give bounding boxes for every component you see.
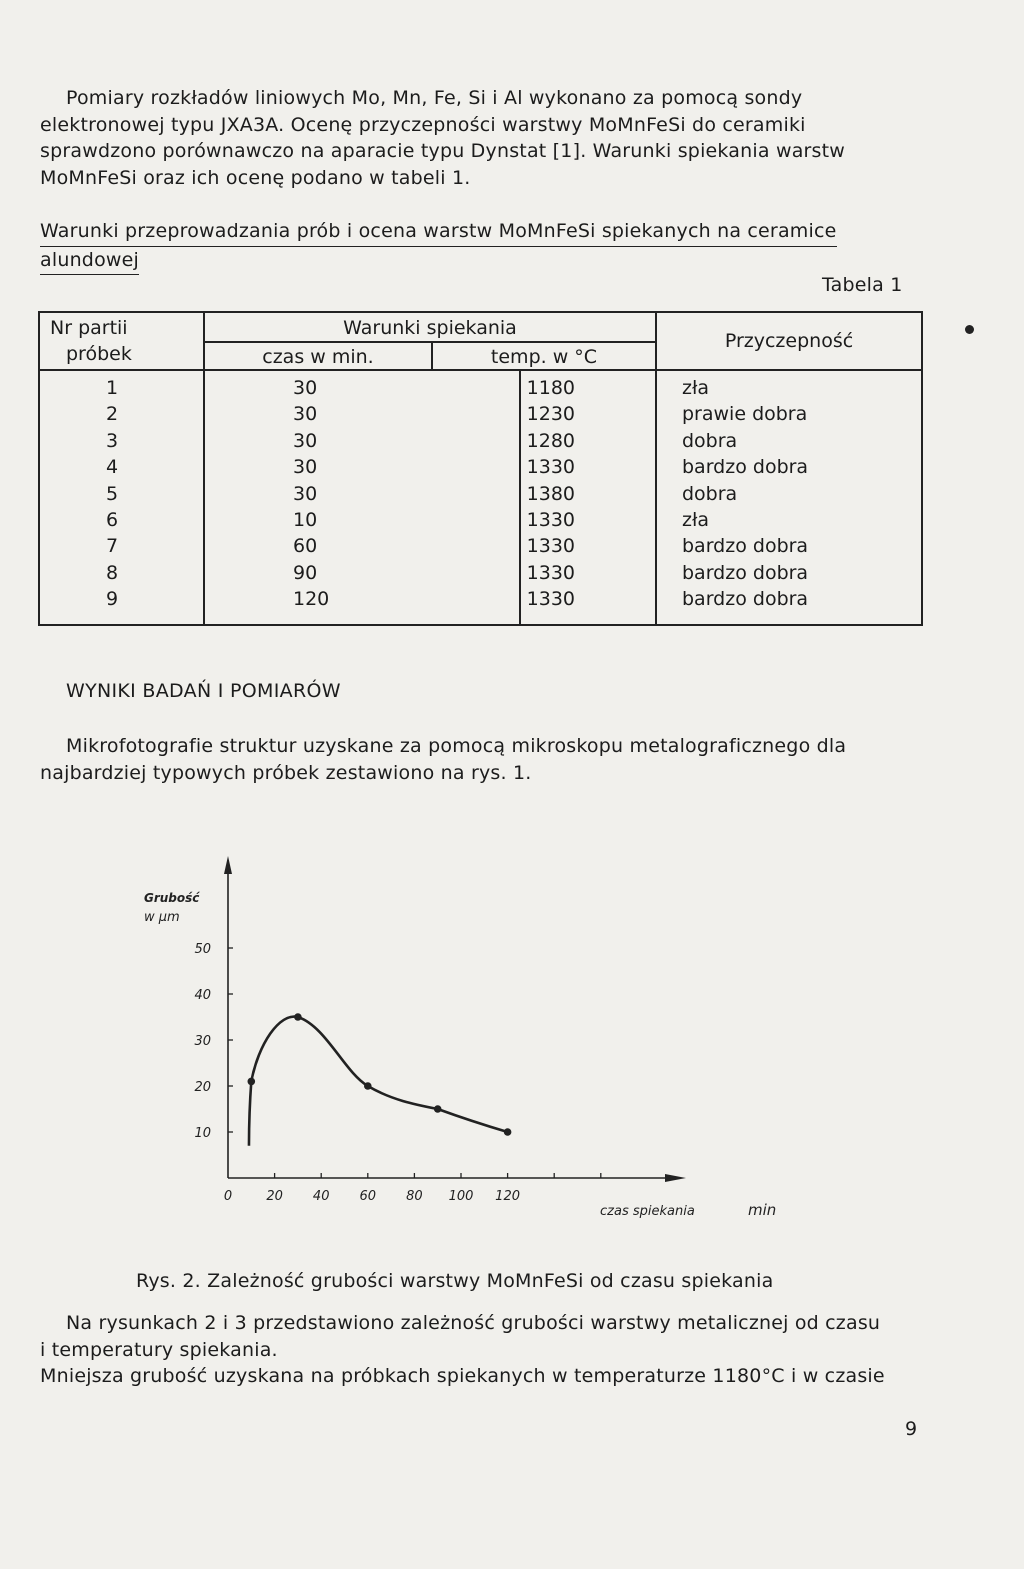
final-line: i temperatury spiekania.: [40, 1338, 278, 1361]
table-cell: 2: [106, 403, 119, 426]
table-cell: 1330: [526, 561, 575, 584]
final-paragraph: [40, 1310, 885, 1390]
table-cell: bardzo dobra: [682, 456, 809, 479]
table-cell: 120: [293, 588, 330, 611]
table-header-row: [39, 312, 922, 370]
y-axis-label: Grubość: [144, 891, 200, 905]
figure-caption: Rys. 2. Zależność grubości warstwy MoMnFeSi od czasu spiekania: [136, 1270, 774, 1292]
table-cell: 9: [106, 588, 119, 611]
data-point: [434, 1105, 442, 1113]
table-cell: 30: [293, 429, 318, 452]
data-point: [504, 1128, 512, 1136]
table-cell: 30: [293, 482, 318, 505]
column-temp: [520, 370, 656, 625]
table-cell: dobra: [682, 429, 738, 452]
table-cell: bardzo dobra: [682, 535, 809, 558]
intro-line: MoMnFeSi oraz ich ocenę podano w tabeli 1.: [40, 166, 471, 189]
table-cell: 1180: [526, 377, 575, 399]
y-axis-unit: w μm: [144, 910, 180, 925]
header-group: Warunki spiekania: [205, 313, 655, 343]
thickness-chart: [130, 850, 810, 1225]
x-tick-label: 100: [448, 1189, 474, 1204]
table-cell: 6: [106, 508, 119, 531]
table-cell: 1380: [526, 482, 575, 505]
table-cell: 1: [106, 377, 119, 399]
table-cell: 90: [293, 561, 318, 584]
intro-line: Pomiary rozkładów liniowych Mo, Mn, Fe, Si i Al wykonano za pomocą sondy: [66, 87, 803, 109]
header-nr-line1: Nr partii: [50, 317, 128, 339]
table-cell: 30: [293, 377, 318, 399]
x-axis-unit: min: [748, 1201, 777, 1219]
results-paragraph: [40, 733, 846, 786]
margin-dot: [965, 325, 974, 334]
y-tick-label: 50: [194, 942, 211, 957]
table-cell: prawie dobra: [682, 403, 808, 426]
table-cell: 7: [106, 535, 119, 558]
results-line: najbardziej typowych próbek zestawiono na rys. 1.: [40, 761, 532, 784]
final-line: Mniejsza grubość uzyskana na próbkach spiekanych w temperaturze 1180°C i w czasie: [40, 1365, 885, 1387]
header-temp: temp. w °C: [490, 346, 598, 368]
table-cell: bardzo dobra: [682, 588, 809, 611]
table-cell: 1280: [526, 429, 575, 452]
data-point: [294, 1013, 302, 1021]
header-warunki: [204, 312, 656, 370]
x-tick-label: 0: [223, 1189, 233, 1204]
table-label: Tabela 1: [822, 274, 903, 296]
table-body-row: [39, 370, 922, 625]
y-tick-label: 30: [194, 1034, 211, 1049]
intro-line: elektronowej typu JXA3A. Ocenę przyczepności warstwy MoMnFeSi do ceramiki: [40, 113, 806, 136]
series-line: [249, 1017, 508, 1146]
table-cell: 8: [106, 561, 119, 584]
table-cell: 10: [293, 508, 318, 531]
table-cell: 1330: [526, 588, 575, 611]
table-cell: 1330: [526, 456, 575, 479]
column-nr: [39, 370, 204, 625]
intro-paragraph: [40, 85, 845, 191]
table-cell: 1330: [526, 508, 575, 531]
table-cell: dobra: [682, 482, 738, 505]
section-heading: WYNIKI BADAŃ I POMIARÓW: [66, 680, 341, 702]
y-tick-label: 20: [194, 1080, 211, 1095]
header-przyczepnosc: Przyczepność: [656, 312, 922, 370]
data-point: [364, 1082, 372, 1090]
table-cell: zła: [682, 377, 710, 399]
final-line: Na rysunkach 2 i 3 przedstawiono zależność grubości warstwy metalicznej od czasu: [66, 1312, 881, 1334]
x-tick-label: 120: [495, 1189, 521, 1204]
table-title-line1: Warunki przeprowadzania prób i ocena warstw MoMnFeSi spiekanych na ceramice: [40, 218, 837, 247]
table-cell: bardzo dobra: [682, 561, 809, 584]
intro-line: sprawdzono porównawczo na aparacie typu Dynstat [1]. Warunki spiekania warstw: [40, 140, 846, 162]
table-cell: zła: [682, 508, 710, 531]
table-cell: 1230: [526, 403, 575, 426]
column-czas: [204, 370, 520, 625]
table-cell: 4: [106, 456, 119, 479]
header-nr-line2: próbek: [66, 343, 132, 365]
table-cell: 3: [106, 429, 119, 452]
table-cell: 1330: [526, 535, 575, 558]
header-nr: [39, 312, 204, 370]
x-axis-label: czas spiekania: [600, 1204, 695, 1219]
y-tick-label: 10: [194, 1126, 211, 1141]
x-axis-arrow: [665, 1174, 686, 1182]
table-cell: 30: [293, 456, 318, 479]
data-point: [248, 1078, 256, 1086]
table-title-line2: alundowej: [40, 247, 139, 276]
results-line: Mikrofotografie struktur uzyskane za pomocą mikroskopu metalograficznego dla: [66, 735, 847, 757]
table-cell: 5: [106, 482, 119, 505]
header-czas: czas w min.: [205, 343, 433, 369]
x-tick-label: 80: [406, 1189, 423, 1204]
column-ocena: [656, 370, 922, 625]
x-tick-label: 20: [266, 1189, 283, 1204]
page-number: 9: [905, 1418, 918, 1440]
x-tick-label: 40: [312, 1189, 330, 1204]
sintering-table: [38, 311, 923, 626]
table-cell: 60: [293, 535, 318, 558]
table-cell: 30: [293, 403, 318, 426]
y-axis-arrow: [224, 856, 232, 874]
x-tick-label: 60: [359, 1189, 377, 1204]
y-tick-label: 40: [194, 988, 211, 1003]
table-title: [40, 218, 837, 275]
